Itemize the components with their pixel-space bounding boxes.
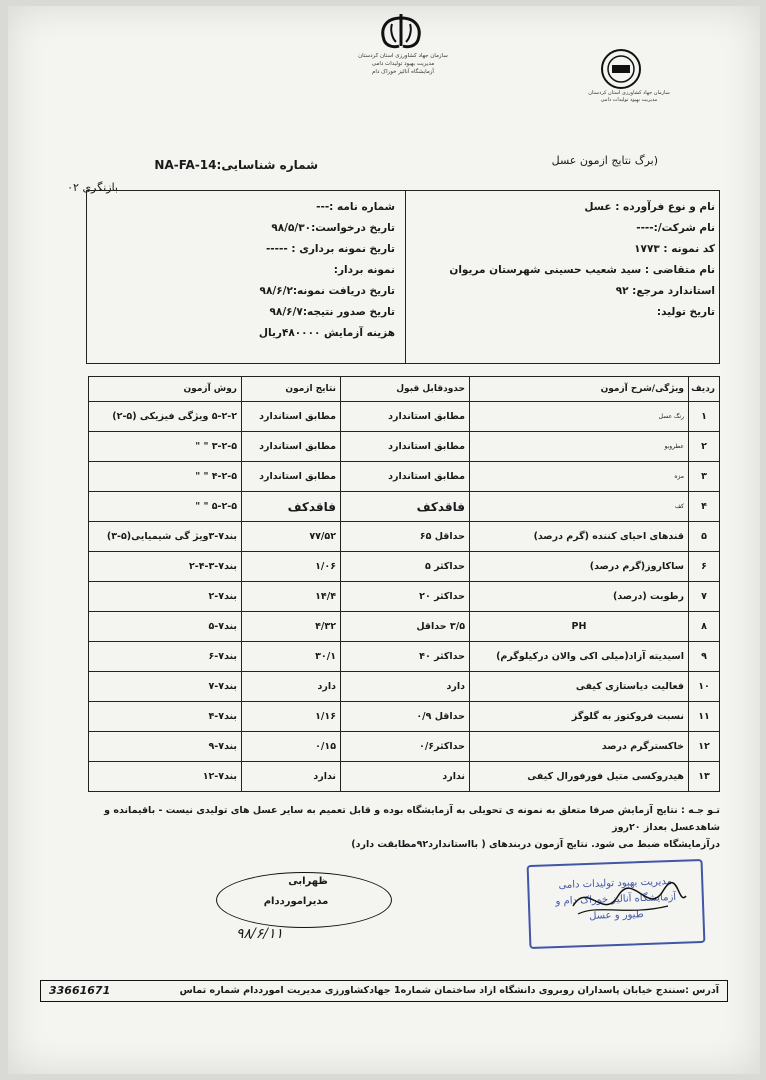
box-divider (405, 191, 406, 363)
organization-subtitle: سازمان جهاد کشاورزی استان کردستان مدیریت بهبود تولیدات دامی (588, 90, 670, 103)
header-feature: ویژگی/شرح آزمون (470, 377, 689, 402)
note-line-1: تـو جـه : نتایج آزمایش صرفا متعلق به نمونه ی تحویلی به آزمایشگاه بوده و قابل تعمیم به سایر عسل های تولیدی نیست - باقیمانده و شاهدعسل بعداز ۲۰روز (104, 805, 720, 833)
header-limit: حدودقابل قبول (341, 377, 470, 402)
applicant-name: نام متقاضی : سید شعیب حسینی شهرستان مریوان (449, 264, 715, 276)
table-row: ۵ قندهای احیای کننده (گرم درصد) حداقل ۶۵ ۷۷/۵۲ بند۷-۳ویژ گی شیمیایی(۵-۳) (89, 522, 720, 552)
table-row: ۱۰ فعالیت دیاستازی کیفی دارد دارد بند۷-۷ (89, 672, 720, 702)
iran-emblem-icon (366, 10, 436, 50)
footer-phone: 33661671 (49, 984, 111, 997)
issue-date: تاریخ صدور نتیجه:۹۸/۶/۷ (269, 306, 395, 318)
table-row: ۱۲ خاکسترگرم درصد حداکثر۰/۶ ۰/۱۵ بند۷-۹ (89, 732, 720, 762)
sample-code: کد نمونه : ۱۷۷۳ (634, 243, 715, 255)
footer-address-box (40, 980, 728, 1002)
sample-info-box (86, 190, 720, 364)
footer-address: آدرس :سنندج خیابان پاسداران روبروی دانشگاه ازاد ساختمان شماره1 جهادکشاورزی مدیریت امورددام شماره تماس (179, 985, 719, 996)
table-row: ۷ رطوبت (درصد) حداکثر ۲۰ ۱۴/۴ بند۷-۲ (89, 582, 720, 612)
table-row: ۹ اسیدیته آزاد(میلی اکی والان درکیلوگرم) حداکثر ۴۰ ۳۰/۱ بند۷-۶ (89, 642, 720, 672)
form-title: (برگ نتایج ازمون عسل (551, 154, 658, 167)
note-text (92, 802, 720, 853)
document-page (8, 6, 760, 1074)
sample-info-left (95, 197, 395, 344)
sampling-date: تاریخ نمونه برداری : ----- (265, 243, 395, 255)
table-row: ۶ ساکاروز(گرم درصد) حداکثر ۵ ۱/۰۶ بند۷-۳-۴-۲ (89, 552, 720, 582)
sample-info-right (417, 197, 715, 323)
table-header-row (89, 377, 720, 402)
lab-signature-icon (568, 876, 688, 926)
table-row: ۴ کف فاقدکف فاقدکف ۵-۲-۵ " " (89, 492, 720, 522)
table-row: ۱ رنگ عسل مطابق استاندارد مطابق استاندارد ۵-۲-۲ ویژگی فیزیکی (۵-۲) (89, 402, 720, 432)
header-row-number: ردیف (689, 377, 720, 402)
form-code: شماره شناسایی:NA-FA-14 (154, 158, 318, 172)
table-row: ۸ PH ۳/۵ حداقل ۴/۳۲ بند۷-۵ (89, 612, 720, 642)
manager-title: مدیرامورددام (263, 896, 329, 907)
request-date: تاریخ درخواست:۹۸/۵/۳۰ (271, 222, 395, 234)
jahad-logo-icon (600, 48, 642, 90)
header-result: نتایج ازمون (242, 377, 341, 402)
letter-number: شماره نامه :--- (316, 201, 395, 213)
organization-name: سازمان جهاد کشاورزی استان کردستان مدیریت بهبود تولیدات دامی آزمایشگاه آنالیز خوراک دام (358, 53, 448, 75)
official-stamp: مدیریت بهبود تولیدات دامی آزمایشگاه آنالیز خوراک دام و طیور و عسل (527, 859, 706, 949)
production-date: تاریخ تولید: (656, 306, 715, 318)
manager-name: ظهرابی (288, 876, 328, 887)
revision-number: بازنگری ۰۲ (67, 181, 118, 194)
table-row: ۲ عطروبو مطابق استاندارد مطابق استاندارد ۳-۲-۵ " " (89, 432, 720, 462)
receipt-date: تاریخ دریافت نمونه:۹۸/۶/۲ (259, 285, 395, 297)
product-name: نام و نوع فرآورده : عسل (584, 201, 715, 213)
reference-standard: استاندارد مرجع: ۹۲ (615, 285, 715, 297)
signature-date: ۹۸/۶/۱۱ (236, 926, 284, 942)
sampler: نمونه بردار: (333, 264, 395, 276)
results-table (88, 376, 720, 792)
note-line-2: درآزمایشگاه ضبط می شود. نتایج آزمون دربندهای ( بااستاندارد۹۲مطابقت دارد) (351, 839, 720, 850)
company-name: نام شرکت/:---- (636, 222, 715, 234)
table-row: ۱۱ نسبت فروکتوز به گلوگز حداقل ۰/۹ ۱/۱۶ بند۷-۴ (89, 702, 720, 732)
table-row: ۱۳ هیدروکسی متیل فورفورال کیفی ندارد ندارد بند۷-۱۲ (89, 762, 720, 792)
header-method: روش آزمون (89, 377, 242, 402)
test-cost: هزینه آزمایش ۴۸۰۰۰۰ریال (258, 327, 395, 339)
table-row: ۳ مزه مطابق استاندارد مطابق استاندارد ۴-۲-۵ " " (89, 462, 720, 492)
